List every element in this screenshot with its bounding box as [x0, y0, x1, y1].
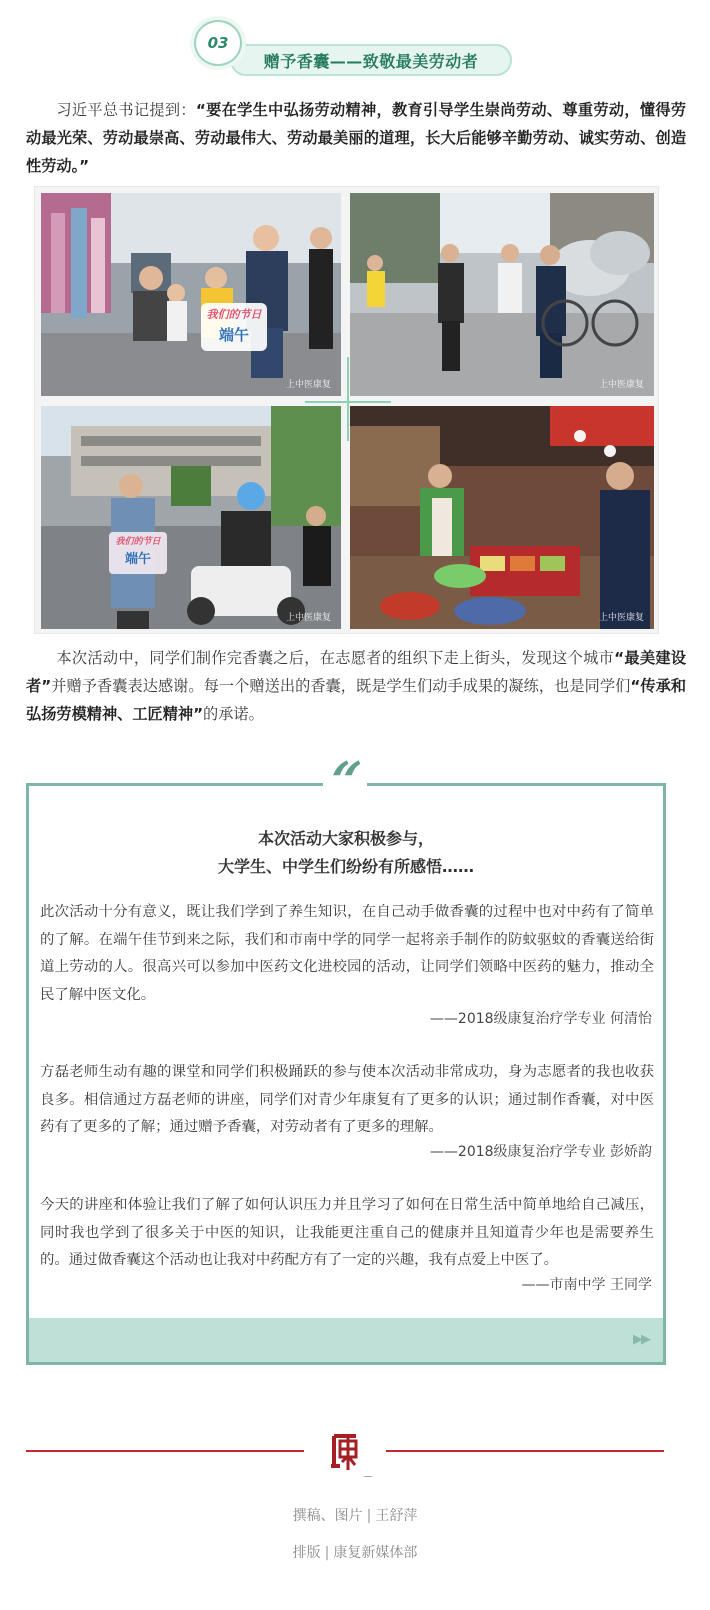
activity-text-1: 本次活动中，同学们制作完香囊之后，在志愿者的组织下走上街头，发现这个城市 — [56, 649, 615, 667]
photo-watermark: 上中医康复 — [598, 613, 644, 623]
photo-watermark: 上中医康复 — [285, 380, 331, 390]
kangfu-logo-svg — [328, 1432, 362, 1472]
activity-bold-2: “传承和弘扬劳模精神、工匠精神” — [26, 677, 687, 723]
activity-bold-1: “最美建设者” — [26, 649, 687, 695]
testimonial-signature: ——2018级康复治疗学专业 彭娇韵 — [429, 1144, 652, 1160]
credit-layout-name: 康复新媒体部 — [333, 1545, 418, 1561]
photo-3-illustration — [41, 406, 341, 629]
testimonial-text: 方磊老师生动有趣的课堂和同学们积极踊跃的参与使本次活动非常成功，身为志愿者的我也收获良多。相信通过方磊老师的讲座，同学们对青少年康复有了更多的认识；通过制作香囊，对中医药有了更多的了解；通过赠予香囊，对劳动者有了更多的理解。 — [40, 1064, 654, 1135]
photo-3-sign-line2: 端午 — [124, 552, 151, 567]
activity-paragraph — [26, 644, 686, 728]
credit-separator: | — [366, 1508, 372, 1524]
photo-grid — [34, 186, 659, 634]
testimonial-text: 今天的讲座和体验让我们了解了如何认识压力并且学习了如何在日常生活中简单地给自己减压，同时我也学到了很多关于中医的知识，让我能更注重自己的健康并且知道青少年也是需要养生的。通过做香囊这个活动也让我对中药配方有了一定的兴趣，我有点爱上中医了。 — [40, 1197, 654, 1268]
logo-underline — [364, 1476, 372, 1477]
testimonial-title-line2: 大学生、中学生们纷纷有所感悟…… — [217, 857, 474, 876]
photo-3-sign — [111, 534, 165, 572]
section-title: 赠予香囊——致敬最美劳动者 — [263, 51, 479, 71]
photo-watermark: 上中医康复 — [598, 380, 644, 390]
credit-layout — [0, 1542, 710, 1562]
divider-right — [386, 1450, 664, 1452]
photo-1-sign-line2: 端午 — [218, 326, 249, 344]
photo-delivery-rider — [41, 406, 341, 629]
quote-mark-icon — [323, 751, 367, 812]
grid-divider-accent — [347, 357, 349, 441]
section-number-badge — [194, 20, 242, 66]
kangfu-logo-icon — [328, 1432, 362, 1472]
testimonial-signature: ——2018级康复治疗学专业 何清怡 — [429, 1011, 652, 1027]
intro-paragraph — [26, 96, 686, 180]
credit-separator: | — [324, 1545, 330, 1561]
intro-lead: 习近平总书记提到： — [56, 101, 196, 119]
photo-street-workers — [350, 193, 654, 396]
credit-layout-label: 排版 — [292, 1545, 321, 1561]
credit-writer-label: 撰稿、图片 — [292, 1508, 363, 1524]
photo-3-sign-line1: 我们的节日 — [115, 537, 161, 547]
divider-left — [26, 1450, 304, 1452]
testimonial-signature: ——市南中学 王同学 — [521, 1277, 652, 1293]
photo-4-illustration — [350, 406, 654, 629]
testimonial-title-line1: 本次活动大家积极参与， — [257, 829, 434, 848]
photo-street-vendor — [41, 193, 341, 396]
photo-2-illustration — [350, 193, 654, 396]
photo-1-sign — [203, 305, 265, 349]
more-arrows-icon: ▶▶ — [633, 1332, 649, 1347]
credit-writer-name: 王舒萍 — [375, 1508, 418, 1524]
photo-market-vendor — [350, 406, 654, 629]
photo-watermark: 上中医康复 — [285, 613, 331, 623]
section-title-bar — [230, 44, 512, 76]
activity-text-2: 并赠予香囊表达感谢。每一个赠送出的香囊，既是学生们动手成果的凝练，也是同学们 — [51, 677, 631, 695]
quote-mark-glyph: “ — [325, 751, 365, 812]
photo-1-illustration — [41, 193, 341, 396]
testimonial-text: 此次活动十分有意义，既让我们学到了养生知识，在自己动手做香囊的过程中也对中药有了简单的了解。在端午佳节到来之际，我们和市南中学的同学一起将亲手制作的防蚊驱蚊的香囊送给街道上劳动的人。很高兴可以参加中医药文化进校园的活动，让同学们领略中医药的魅力，推动全民了解中医文化。 — [40, 904, 654, 1003]
photo-1-sign-line1: 我们的节日 — [206, 308, 262, 321]
credit-writer — [0, 1505, 710, 1525]
intro-quote: “要在学生中弘扬劳动精神，教育引导学生崇尚劳动、尊重劳动，懂得劳动最光荣、劳动最崇高、劳动最伟大、劳动最美丽的道理，长大后能够辛勤劳动、诚实劳动、创造性劳动。” — [26, 101, 687, 175]
activity-text-3: 的承诺。 — [203, 705, 264, 723]
section-number: 03 — [207, 34, 229, 52]
grid-divider-accent — [305, 401, 391, 403]
section-header — [190, 14, 520, 80]
testimonial-footer-bar — [29, 1318, 663, 1362]
